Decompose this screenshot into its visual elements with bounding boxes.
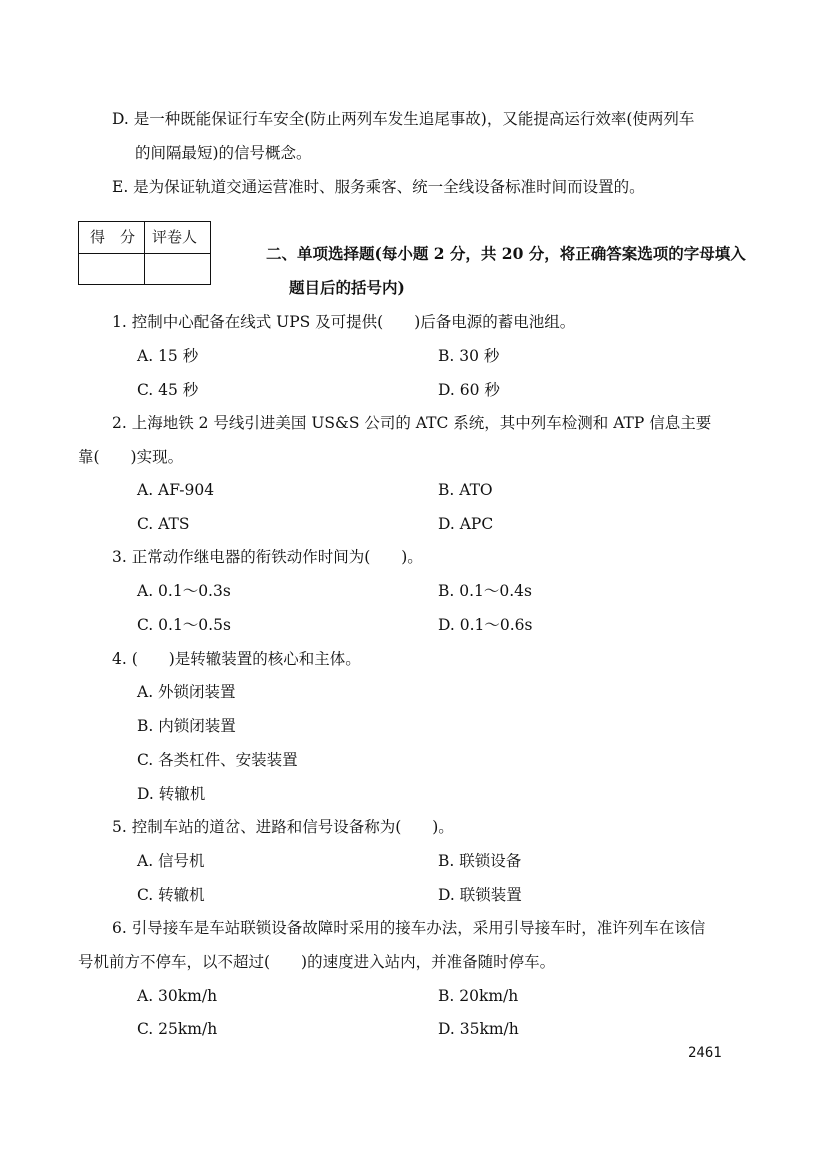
page-number: 2461 bbox=[688, 1045, 722, 1061]
question-1-option-b: B. 30 秒 bbox=[438, 347, 500, 365]
question-3-option-a: A. 0.1～0.3s bbox=[137, 582, 231, 600]
question-3-option-d: D. 0.1～0.6s bbox=[438, 616, 533, 634]
question-4-option-b: B. 内锁闭装置 bbox=[137, 717, 236, 735]
question-3-stem: 3. 正常动作继电器的衔铁动作时间为( )。 bbox=[112, 548, 423, 566]
question-1-option-a: A. 15 秒 bbox=[137, 347, 199, 365]
score-box bbox=[78, 221, 211, 285]
answer-d-line-1: D. 是一种既能保证行车安全(防止两列车发生追尾事故)，又能提高运行效率(使两列车 bbox=[112, 110, 695, 128]
question-2-stem-continued: 靠( )实现。 bbox=[78, 448, 184, 466]
question-4-option-d: D. 转辙机 bbox=[137, 785, 206, 803]
question-5-option-c: C. 转辙机 bbox=[137, 886, 205, 904]
grader-label: 评卷人 bbox=[152, 228, 198, 246]
question-6-option-b: B. 20km/h bbox=[438, 987, 519, 1005]
question-6-stem: 6. 引导接车是车站联锁设备故障时采用的接车办法，采用引导接车时，准许列车在该信 bbox=[112, 919, 706, 937]
question-1-option-c: C. 45 秒 bbox=[137, 381, 199, 399]
question-4-option-a: A. 外锁闭装置 bbox=[137, 683, 236, 701]
question-3-option-b: B. 0.1～0.4s bbox=[438, 582, 532, 600]
question-5-option-a: A. 信号机 bbox=[137, 852, 205, 870]
question-1-option-d: D. 60 秒 bbox=[438, 381, 500, 399]
question-6-option-c: C. 25km/h bbox=[137, 1020, 218, 1038]
section-title-continued: 题目后的括号内) bbox=[289, 278, 405, 297]
question-2-option-c: C. ATS bbox=[137, 515, 190, 533]
question-4-option-c: C. 各类杠件、安装装置 bbox=[137, 751, 298, 769]
question-2-option-a: A. AF-904 bbox=[137, 481, 215, 499]
question-6-option-a: A. 30km/h bbox=[137, 987, 218, 1005]
question-4-stem: 4. ( )是转辙装置的核心和主体。 bbox=[112, 650, 361, 668]
question-2-option-d: D. APC bbox=[438, 515, 494, 533]
question-3-option-c: C. 0.1～0.5s bbox=[137, 616, 231, 634]
question-5-stem: 5. 控制车站的道岔、进路和信号设备称为( )。 bbox=[112, 818, 454, 836]
section-title: 二、单项选择题(每小题 2 分，共 20 分，将正确答案选项的字母填入 bbox=[266, 244, 746, 263]
question-2-stem: 2. 上海地铁 2 号线引进美国 US&S 公司的 ATC 系统，其中列车检测和 ATP 信息主要 bbox=[112, 414, 712, 432]
score-box-rule bbox=[79, 253, 210, 254]
question-5-option-d: D. 联锁装置 bbox=[438, 886, 522, 904]
score-label: 得 分 bbox=[90, 228, 136, 246]
question-6-stem-continued: 号机前方不停车，以不超过( )的速度进入站内，并准备随时停车。 bbox=[78, 953, 556, 971]
question-2-option-b: B. ATO bbox=[438, 481, 493, 499]
question-1-stem: 1. 控制中心配备在线式 UPS 及可提供( )后备电源的蓄电池组。 bbox=[112, 313, 576, 331]
previous-answer-e: E. 是为保证轨道交通运营准时、服务乘客、统一全线设备标准时间而设置的。 bbox=[112, 178, 645, 196]
question-5-option-b: B. 联锁设备 bbox=[438, 852, 522, 870]
answer-d-line-2: 的间隔最短)的信号概念。 bbox=[135, 144, 312, 162]
question-6-option-d: D. 35km/h bbox=[438, 1020, 519, 1038]
